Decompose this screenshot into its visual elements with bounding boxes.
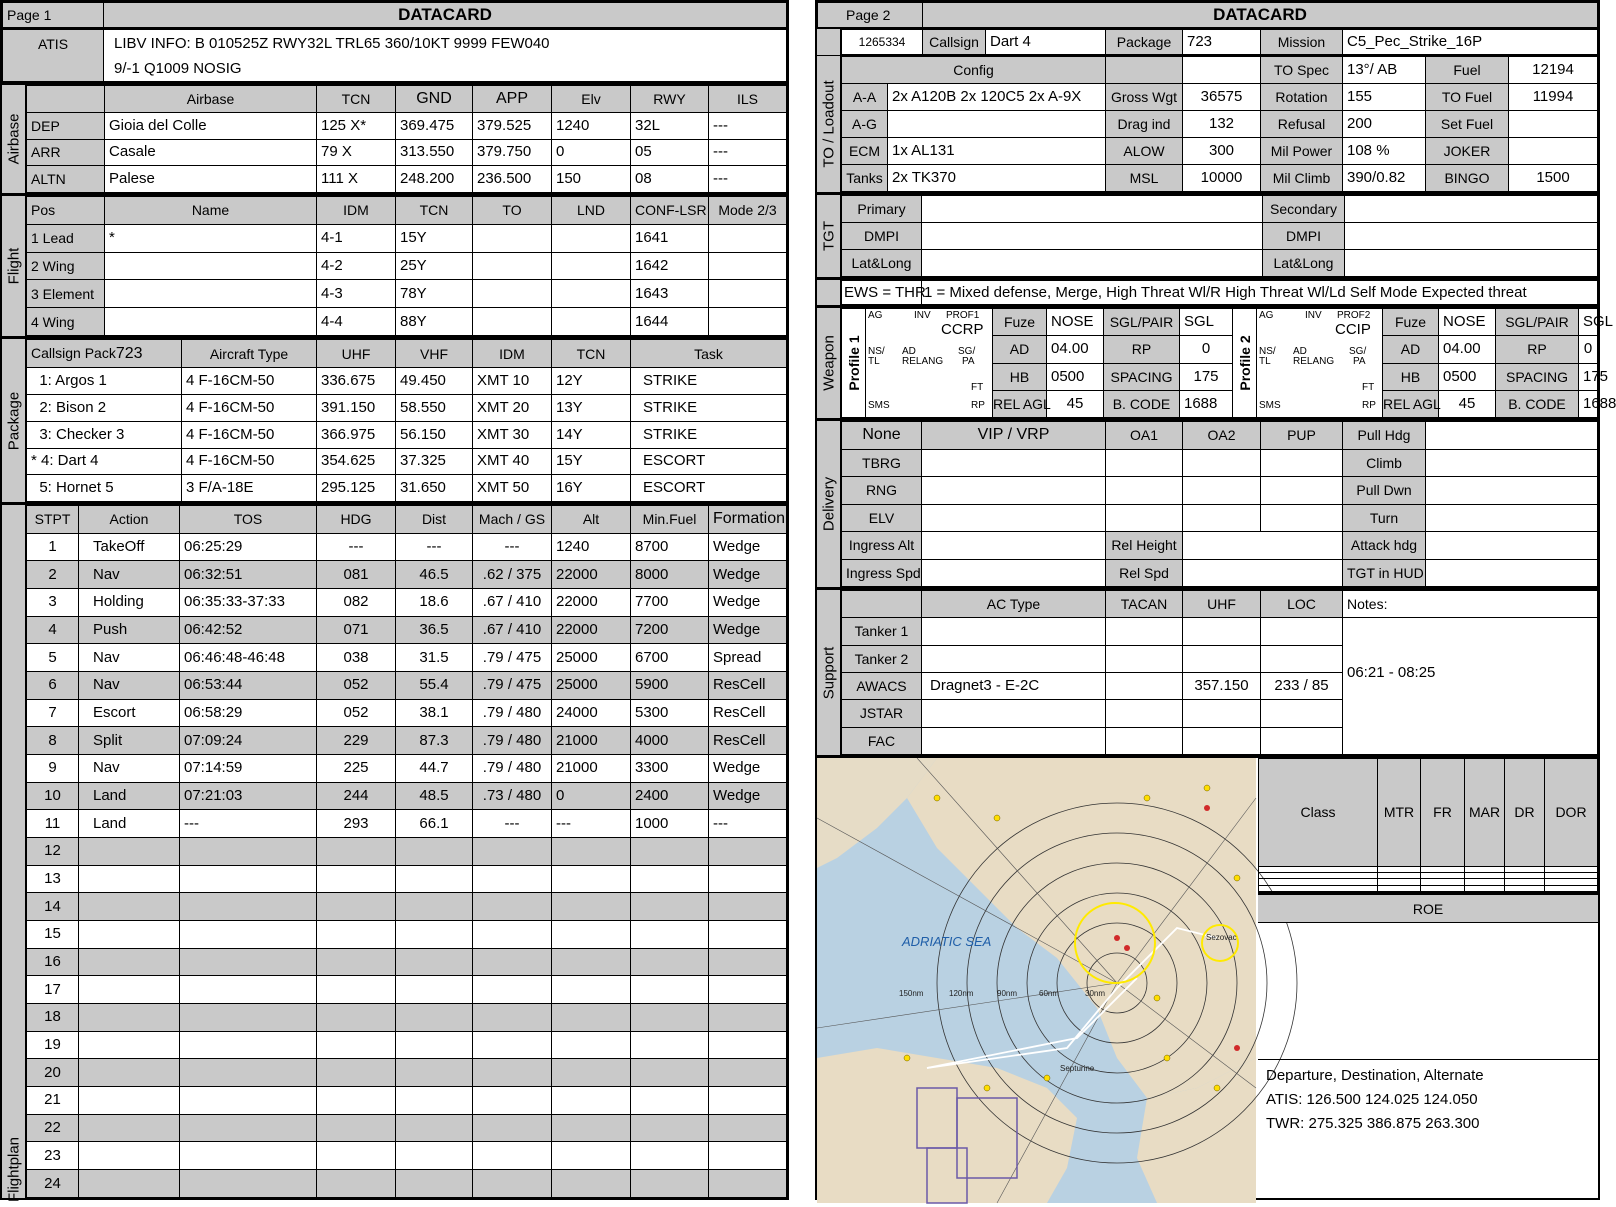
page-2 xyxy=(815,0,1616,1200)
flightplan-row: 23 xyxy=(27,1142,787,1170)
flight-row: 2 Wing 4-2 25Y 1642 xyxy=(27,252,787,280)
range-label-60: 60nm xyxy=(1039,989,1060,998)
flightplan-row: 20 xyxy=(27,1059,787,1087)
page2-header xyxy=(817,2,1598,28)
mission-id: 1265334 xyxy=(842,30,923,55)
flightplan-row: 9 Nav 07:14:59 225 44.7 .79 / 480 21000 3300 Wedge xyxy=(27,755,787,783)
callsign-value: Dart 4 xyxy=(986,30,1106,55)
loadout-section xyxy=(817,55,1598,192)
package-row: 5: Hornet 5 3 F/A-18E 295.125 31.650 XMT 50 16Y ESCORT xyxy=(27,475,787,502)
loadout-section-label: TO / Loadout xyxy=(817,56,841,192)
package-table: Callsign Pack723 Aircraft Type UHF VHF IDM TCN Task 1: Argos 1 4 F-16CM-50 336.675 49.450 XMT 10 12Y STRIKE 2: Bison 2 4 F-16CM-50 391.150 58.550 XMT 20 13Y STRIKE 3: Checker 3 4 F-16CM-50 366.975 56.150 XMT 30 14Y STRIKE * 4: Dart 4 4 F-16CM-50 354.625 37.325 XMT 40 15Y ESCORT 5: Hornet 5 3 F/A-18E 295.125 31.650 XMT 50 16Y ESCORT xyxy=(26,339,787,502)
package-row: 3: Checker 3 4 F-16CM-50 366.975 56.150 XMT 30 14Y STRIKE xyxy=(27,421,787,448)
range-label-30: 30nm xyxy=(1085,989,1106,998)
page2-title: DATACARD xyxy=(923,3,1598,28)
map-sea-label: ADRIATIC SEA xyxy=(902,934,992,949)
mission-row: 1265334 Callsign Dart 4 Package 723 Mission C5_Pec_Strike_16P xyxy=(817,28,1598,55)
flightplan-row: 7 Escort 06:58:29 052 38.1 .79 / 480 24000 5300 ResCell xyxy=(27,699,787,727)
range-label-150: 150nm xyxy=(899,989,924,998)
tgt-section-label: TGT xyxy=(817,195,841,277)
support-section xyxy=(817,587,1598,755)
range-label-120: 120nm xyxy=(949,989,974,998)
flightplan-row: 17 xyxy=(27,976,787,1004)
package-number: 723 xyxy=(115,345,143,363)
airbase-section xyxy=(2,82,787,193)
flightplan-row: 1 TakeOff 06:25:29 --- --- --- 1240 8700 Wedge xyxy=(27,533,787,561)
loadout-table: Config TO Spec 13°/ AB Fuel 12194 A-A 2x A120B 2x 120C5 2x A-9X Gross Wgt 36575 Rotation 155 TO Fuel 11994 A-G Drag ind 132 Refusal 200 Set Fuel ECM 1x AL131 ALOW 300 Mil Power 108 % JOKER Tanks 2x TK370 MSL 10000 Mil Climb 390/0.82 BINGO 1500 xyxy=(841,56,1598,192)
flightplan-row: 13 xyxy=(27,865,787,893)
page1-label: Page 1 xyxy=(3,3,104,28)
package-value: 723 xyxy=(1183,30,1261,55)
profile2-diagram: AG INV PROF2 CCIP NS/ TL AD RELANG SG/ PA FT SMS RP xyxy=(1257,309,1383,418)
atis-label: ATIS xyxy=(3,30,104,82)
page1-header xyxy=(2,2,787,28)
profile1-diagram: AG INV PROF1 CCRP NS/ TL AD RELANG SG/ PA FT SMS RP xyxy=(866,309,993,418)
flightplan-section xyxy=(2,502,787,1203)
page-1 xyxy=(0,0,789,1203)
airbase-table: Airbase TCN GND APP Elv RWY ILS DEP Gioia del Colle 125 X* 369.475 379.525 1240 32L --- ARR Casale 79 X 313.550 379.750 0 05 --- ALTN Palese 111 X 248.200 236.500 150 08 --- xyxy=(26,85,787,193)
map-canvas xyxy=(817,758,1256,1203)
page1-title: DATACARD xyxy=(104,3,787,28)
freq-twr: TWR: 275.325 386.875 263.300 xyxy=(1266,1115,1480,1132)
flightplan-row: 19 xyxy=(27,1031,787,1059)
package-row: 2: Bison 2 4 F-16CM-50 391.150 58.550 XMT 20 13Y STRIKE xyxy=(27,395,787,422)
airbase-row-dep: DEP Gioia del Colle 125 X* 369.475 379.525 1240 32L --- xyxy=(27,112,787,139)
roe-label: ROE xyxy=(1258,895,1598,923)
tactical-map[interactable] xyxy=(817,758,1256,1198)
atis-text xyxy=(104,30,787,82)
airbase-row-altn: ALTN Palese 111 X 248.200 236.500 150 08 --- xyxy=(27,166,787,193)
flightplan-row: 14 xyxy=(27,893,787,921)
package-section-label: Package xyxy=(2,339,26,502)
atis-section xyxy=(2,28,787,82)
roe-box xyxy=(1258,895,1598,1060)
flight-table: Pos Name IDM TCN TO LND CONF-LSR Mode 2/3 1 Lead * 4-1 15Y 1641 2 Wing 4-2 25Y 1642 3 Element 4-3 78Y 1643 4 Wing 4-4 88Y 1644 xyxy=(26,196,787,336)
mission-value: C5_Pec_Strike_16P xyxy=(1343,30,1598,55)
profile2-label: Profile 2 xyxy=(1233,309,1257,418)
support-table: AC Type TACAN UHF LOC Notes: Tanker 1 06:21 - 08:25 Tanker 2 AWACS Dragnet3 - E-2C 357.150 233 / 85 JSTAR FAC xyxy=(841,590,1598,755)
tgt-table: Primary Secondary DMPI DMPI Lat&Long Lat&Long xyxy=(841,195,1598,277)
flightplan-row: 8 Split 07:09:24 229 87.3 .79 / 480 21000 4000 ResCell xyxy=(27,727,787,755)
flightplan-row: 6 Nav 06:53:44 052 55.4 .79 / 475 25000 5900 ResCell xyxy=(27,672,787,700)
profile1-label: Profile 1 xyxy=(842,309,866,418)
map-side-panel xyxy=(1258,758,1598,1198)
flightplan-row: 10 Land 07:21:03 244 48.5 .73 / 480 0 2400 Wedge xyxy=(27,782,787,810)
ews-label: EWS = THR xyxy=(842,281,922,305)
delivery-section-label: Delivery xyxy=(817,421,841,587)
flightplan-row: 18 xyxy=(27,1004,787,1032)
atis-line1: LIBV INFO: B 010525Z RWY32L TRL65 360/10KT 9999 FEW040 xyxy=(114,34,550,52)
ews-row xyxy=(817,277,1598,305)
flightplan-row: 24 xyxy=(27,1170,787,1198)
flightplan-row: 22 xyxy=(27,1114,787,1142)
frequency-box xyxy=(1258,1060,1598,1198)
city-label-septurine: Septurine xyxy=(1060,1064,1095,1073)
flightplan-row: 12 xyxy=(27,838,787,866)
atis-line2: 9/-1 Q1009 NOSIG xyxy=(114,59,242,77)
flightplan-row: 3 Holding 06:35:33-37:33 082 18.6 .67 / 410 22000 7700 Wedge xyxy=(27,589,787,617)
weapon-section-label: Weapon xyxy=(817,308,841,418)
freq-title: Departure, Destination, Alternate xyxy=(1266,1067,1484,1084)
package-section xyxy=(2,336,787,502)
flight-row: 3 Element 4-3 78Y 1643 xyxy=(27,280,787,308)
support-section-label: Support xyxy=(817,590,841,755)
delivery-table: None VIP / VRP OA1 OA2 PUP Pull Hdg TBRG Climb RNG Pull Dwn ELV Turn Ingress Alt Rel Height Attack hdg Ingress Spd Rel Spd TGT in HUD xyxy=(841,421,1598,587)
map-section xyxy=(817,755,1598,1198)
package-row: * 4: Dart 4 4 F-16CM-50 354.625 37.325 XMT 40 15Y ESCORT xyxy=(27,448,787,475)
weapon-section xyxy=(817,305,1616,418)
package-row: 1: Argos 1 4 F-16CM-50 336.675 49.450 XMT 10 12Y STRIKE xyxy=(27,368,787,395)
weapon-table: Profile 1 AG INV PROF1 CCRP NS/ TL AD RELANG SG/ PA FT SMS RP Fuze NOSE SGL/PAIR SGL Profile 2 AG INV PROF2 CCIP NS/ TL AD RELANG SG/ PA FT SMS RP Fuze NOSE SGL/PAIR SGL AD 04.00 RP 0 AD 04.00 RP 0 HB 0500 SPACING 175 HB 0500 SPACING 175 REL AGL 45 B. CODE 1688 REL AGL 45 B. CODE 1688 xyxy=(841,308,1598,418)
flightplan-table: STPT Action TOS HDG Dist Mach / GS Alt Min.Fuel Formation 1 TakeOff 06:25:29 --- --- --- 1240 8700 Wedge 2 Nav 06:32:51 081 46.5 .62 / 375 22000 8000 Wedge 3 Holding 06:35:33-37:33 082 18.6 .67 / 410 22000 7700 Wedge 4 Push 06:42:52 071 36.5 .67 / 410 22000 7200 Wedge 5 Nav 06:46:48-46:48 038 31.5 .79 / 475 25000 6700 Spread 6 Nav 06:53:44 052 55.4 .79 / 475 25000 5900 ResCell 7 Escort 06:58:29 052 38.1 .79 / 480 24000 5300 ResCell 8 Split 07:09:24 229 87.3 .79 / 480 21000 4000 ResCell 9 Nav 07:14:59 225 44.7 .79 / 480 21000 3300 Wedge 10 Land 07:21:03 244 48.5 .73 / 480 0 2400 Wedge 11 Land --- 293 66.1 --- --- 1000 --- 12 13 14 15 16 17 18 19 20 21 22 23 24 xyxy=(26,505,787,1198)
page2-label: Page 2 xyxy=(818,3,923,28)
support-notes: 06:21 - 08:25 xyxy=(1343,618,1598,755)
range-label-90: 90nm xyxy=(997,989,1018,998)
delivery-section xyxy=(817,418,1598,587)
flightplan-row: 11 Land --- 293 66.1 --- --- 1000 --- xyxy=(27,810,787,838)
flight-row: 1 Lead * 4-1 15Y 1641 xyxy=(27,224,787,252)
flightplan-row: 16 xyxy=(27,948,787,976)
ews-text: 1 = Mixed defense, Merge, High Threat Wl/R High Threat Wl/Ld Self Mode Expected threat xyxy=(922,281,1598,305)
flightplan-section-label: Flightplan xyxy=(2,505,26,1198)
threat-table: Class MTR FR MAR DR DOR xyxy=(1258,758,1598,892)
freq-atis: ATIS: 126.500 124.025 124.050 xyxy=(1266,1091,1478,1108)
airbase-row-arr: ARR Casale 79 X 313.550 379.750 0 05 --- xyxy=(27,139,787,166)
flight-section-label: Flight xyxy=(2,196,26,336)
flightplan-row: 2 Nav 06:32:51 081 46.5 .62 / 375 22000 8000 Wedge xyxy=(27,561,787,589)
airbase-section-label: Airbase xyxy=(2,85,26,193)
flightplan-row: 4 Push 06:42:52 071 36.5 .67 / 410 22000 7200 Wedge xyxy=(27,616,787,644)
awacs-row: AWACS Dragnet3 - E-2C 357.150 233 / 85 xyxy=(842,672,1598,699)
flightplan-row: 15 xyxy=(27,921,787,949)
flight-section xyxy=(2,193,787,336)
flightplan-row: 21 xyxy=(27,1087,787,1115)
city-label-sezovac: Sezovac xyxy=(1206,933,1237,942)
tgt-section xyxy=(817,192,1598,277)
flight-row: 4 Wing 4-4 88Y 1644 xyxy=(27,308,787,336)
flightplan-row: 5 Nav 06:46:48-46:48 038 31.5 .79 / 475 25000 6700 Spread xyxy=(27,644,787,672)
